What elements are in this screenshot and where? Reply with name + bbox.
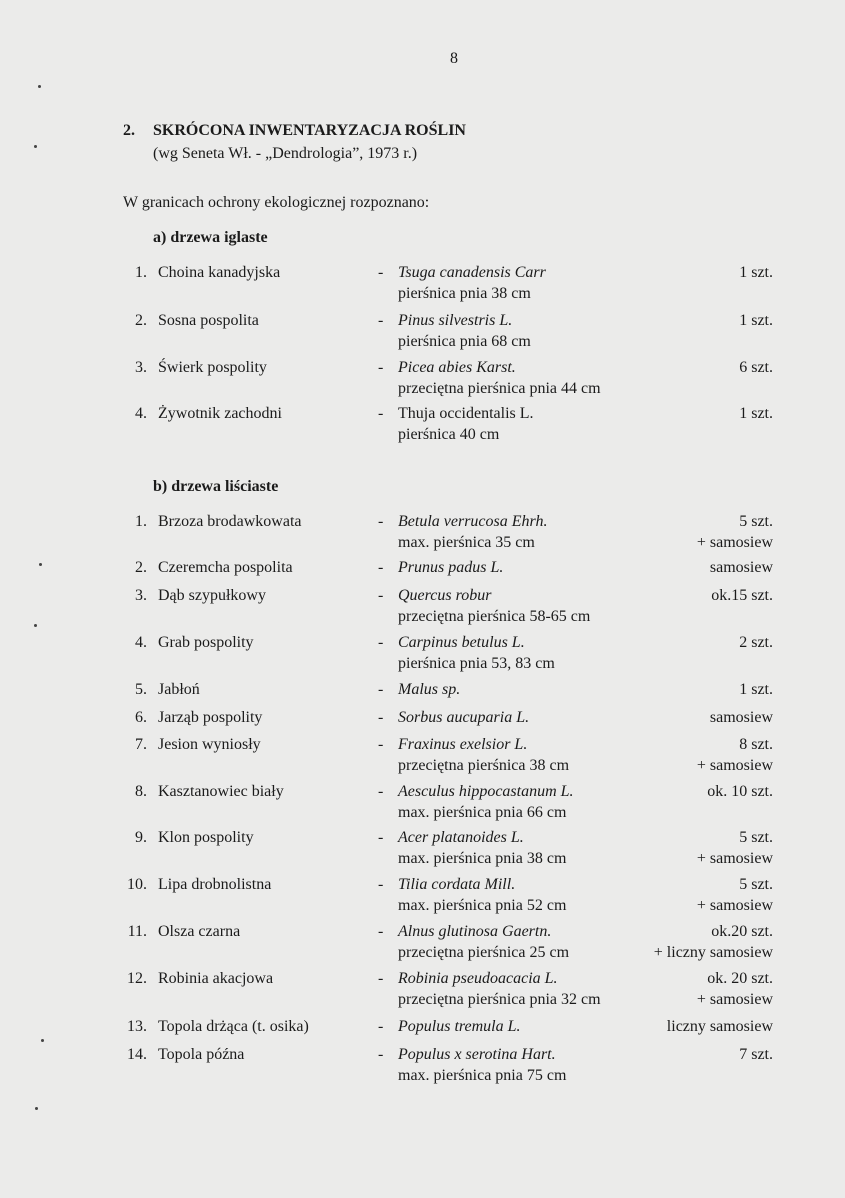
quantity: ok. 20 szt.: [707, 970, 773, 987]
scan-speck: [34, 624, 37, 627]
item-number: 2.: [135, 312, 147, 329]
item-number: 13.: [127, 1018, 147, 1035]
separator-dash: -: [378, 587, 384, 604]
separator-dash: -: [378, 634, 384, 651]
trunk-detail: max. pierśnica pnia 52 cm: [398, 897, 567, 914]
trunk-detail: pierśnica pnia 38 cm: [398, 285, 531, 302]
quantity: 2 szt.: [739, 634, 773, 651]
separator-dash: -: [378, 1018, 384, 1035]
plant-name: Choina kanadyjska: [158, 264, 281, 281]
trunk-detail: pierśnica pnia 68 cm: [398, 333, 531, 350]
separator-dash: -: [378, 264, 384, 281]
latin-name: Tilia cordata Mill.: [398, 876, 516, 893]
separator-dash: -: [378, 405, 384, 422]
item-number: 1.: [135, 264, 147, 281]
latin-name: Prunus padus L.: [398, 559, 504, 576]
page-number: 8: [450, 50, 458, 67]
latin-name: Sorbus aucuparia L.: [398, 709, 530, 726]
latin-name: Picea abies Karst.: [398, 359, 516, 376]
plant-name: Sosna pospolita: [158, 312, 259, 329]
item-number: 3.: [135, 359, 147, 376]
separator-dash: -: [378, 559, 384, 576]
item-number: 3.: [135, 587, 147, 604]
scan-speck: [38, 85, 41, 88]
separator-dash: -: [378, 783, 384, 800]
latin-name: Aesculus hippocastanum L.: [398, 783, 574, 800]
item-number: 11.: [127, 923, 147, 940]
plant-name: Robinia akacjowa: [158, 970, 274, 987]
plant-name: Brzoza brodawkowata: [158, 513, 302, 530]
latin-name: Populus tremula L.: [398, 1018, 521, 1035]
plant-name: Czeremcha pospolita: [158, 559, 293, 576]
quantity: ok.20 szt.: [711, 923, 773, 940]
trunk-detail: max. pierśnica pnia 38 cm: [398, 850, 567, 867]
quantity: 1 szt.: [739, 681, 773, 698]
latin-name: Tsuga canadensis Carr: [398, 264, 546, 281]
plant-name: Jabłoń: [158, 681, 200, 698]
latin-name: Populus x serotina Hart.: [398, 1046, 556, 1063]
item-number: 4.: [135, 634, 147, 651]
plant-name: Lipa drobnolistna: [158, 876, 272, 893]
separator-dash: -: [378, 709, 384, 726]
plant-name: Jesion wyniosły: [158, 736, 261, 753]
plant-name: Żywotnik zachodni: [158, 405, 282, 422]
scan-speck: [39, 563, 42, 566]
separator-dash: -: [378, 736, 384, 753]
item-number: 5.: [135, 681, 147, 698]
latin-name: Quercus robur: [398, 587, 492, 604]
quantity: ok. 10 szt.: [707, 783, 773, 800]
quantity: 1 szt.: [739, 405, 773, 422]
item-number: 6.: [135, 709, 147, 726]
deciduous-heading: b) drzewa liściaste: [153, 478, 279, 495]
item-number: 14.: [127, 1046, 147, 1063]
item-number: 1.: [135, 513, 147, 530]
trunk-detail: pierśnica pnia 53, 83 cm: [398, 655, 555, 672]
trunk-detail: max. pierśnica pnia 66 cm: [398, 804, 567, 821]
separator-dash: -: [378, 970, 384, 987]
section-source: (wg Seneta Wł. - „Dendrologia”, 1973 r.): [153, 145, 418, 162]
trunk-detail: przeciętna pierśnica pnia 32 cm: [398, 991, 601, 1008]
quantity: 8 szt.: [739, 736, 773, 753]
separator-dash: -: [378, 312, 384, 329]
plant-name: Topola drżąca (t. osika): [158, 1018, 309, 1035]
latin-name: Acer platanoides L.: [398, 829, 524, 846]
quantity-note: + samosiew: [696, 850, 773, 867]
separator-dash: -: [378, 359, 384, 376]
scan-speck: [41, 1039, 44, 1042]
trunk-detail: przeciętna pierśnica 38 cm: [398, 757, 570, 774]
section-number: 2.: [123, 122, 135, 139]
quantity-note: + samosiew: [696, 991, 773, 1008]
quantity-note: + samosiew: [696, 534, 773, 551]
latin-name: Robinia pseudoacacia L.: [398, 970, 558, 987]
quantity: 6 szt.: [739, 359, 773, 376]
plant-name: Topola późna: [158, 1046, 245, 1063]
quantity: 1 szt.: [739, 264, 773, 281]
plant-name: Klon pospolity: [158, 829, 254, 846]
plant-name: Jarząb pospolity: [158, 709, 263, 726]
separator-dash: -: [378, 876, 384, 893]
quantity: 5 szt.: [739, 876, 773, 893]
plant-name: Olsza czarna: [158, 923, 241, 940]
separator-dash: -: [378, 923, 384, 940]
quantity: 1 szt.: [739, 312, 773, 329]
latin-name: Carpinus betulus L.: [398, 634, 525, 651]
quantity: samosiew: [709, 559, 773, 576]
separator-dash: -: [378, 1046, 384, 1063]
item-number: 7.: [135, 736, 147, 753]
quantity: 5 szt.: [739, 513, 773, 530]
quantity-note: + samosiew: [696, 897, 773, 914]
trunk-detail: przeciętna pierśnica 58-65 cm: [398, 608, 591, 625]
item-number: 4.: [135, 405, 147, 422]
item-number: 8.: [135, 783, 147, 800]
section-title: SKRÓCONA INWENTARYZACJA ROŚLIN: [153, 122, 466, 139]
trunk-detail: max. pierśnica pnia 75 cm: [398, 1067, 567, 1084]
separator-dash: -: [378, 681, 384, 698]
latin-name: Betula verrucosa Ehrh.: [398, 513, 548, 530]
trunk-detail: przeciętna pierśnica 25 cm: [398, 944, 570, 961]
trunk-detail: pierśnica 40 cm: [398, 426, 500, 443]
intro-text: W granicach ochrony ekologicznej rozpoznano:: [123, 194, 430, 211]
quantity: liczny samosiew: [666, 1018, 773, 1035]
latin-name: Malus sp.: [398, 681, 461, 698]
plant-name: Kasztanowiec biały: [158, 783, 284, 800]
item-number: 10.: [127, 876, 147, 893]
latin-name: Fraxinus exelsior L.: [398, 736, 528, 753]
trunk-detail: max. pierśnica 35 cm: [398, 534, 535, 551]
quantity-note: + samosiew: [696, 757, 773, 774]
quantity: 5 szt.: [739, 829, 773, 846]
quantity: 7 szt.: [739, 1046, 773, 1063]
plant-name: Dąb szypułkowy: [158, 587, 266, 604]
item-number: 12.: [127, 970, 147, 987]
plant-name: Grab pospolity: [158, 634, 254, 651]
item-number: 9.: [135, 829, 147, 846]
scan-speck: [34, 145, 37, 148]
item-number: 2.: [135, 559, 147, 576]
plant-name: Świerk pospolity: [158, 359, 267, 376]
latin-name: Alnus glutinosa Gaertn.: [398, 923, 552, 940]
quantity: ok.15 szt.: [711, 587, 773, 604]
scan-speck: [35, 1107, 38, 1110]
separator-dash: -: [378, 829, 384, 846]
latin-name: Thuja occidentalis L.: [398, 405, 534, 422]
separator-dash: -: [378, 513, 384, 530]
quantity: samosiew: [709, 709, 773, 726]
quantity-note: + liczny samosiew: [653, 944, 773, 961]
conifers-heading: a) drzewa iglaste: [153, 229, 268, 246]
trunk-detail: przeciętna pierśnica pnia 44 cm: [398, 380, 601, 397]
latin-name: Pinus silvestris L.: [398, 312, 513, 329]
